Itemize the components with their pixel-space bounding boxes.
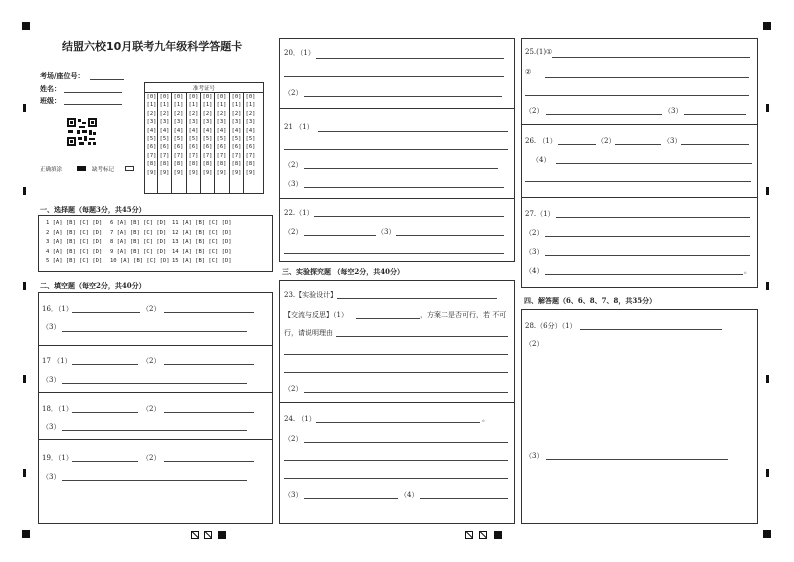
mc-row[interactable]: 3 [A] [B] [C] [D]: [46, 239, 103, 246]
q23-2-label: （2）: [284, 385, 303, 393]
admission-digit-bubble[interactable]: [1]: [216, 102, 227, 109]
timing-mark: [23, 282, 26, 290]
q18-3-label: （3）: [42, 423, 61, 431]
admission-digit-bubble[interactable]: [4]: [146, 127, 157, 134]
q22-2-answer[interactable]: [304, 235, 376, 236]
admission-digit-bubble[interactable]: [3]: [216, 119, 227, 126]
admission-digit-bubble[interactable]: [1]: [231, 102, 242, 109]
q21-1-answer[interactable]: [318, 131, 508, 132]
q17-3-answer[interactable]: [62, 383, 247, 384]
q27-4-answer[interactable]: [545, 274, 743, 275]
q22-3-label: （3）: [377, 228, 396, 236]
admission-digit-bubble[interactable]: [3]: [202, 119, 213, 126]
admission-digit-bubble[interactable]: [4]: [202, 127, 213, 134]
corner-mark-bottom-left: [22, 530, 30, 538]
q25-1b-line2[interactable]: [525, 95, 749, 96]
q26-4-label: （4）: [532, 156, 551, 164]
admission-digit-bubble[interactable]: [1]: [173, 102, 184, 109]
corner-mark-bottom-right: [763, 530, 771, 538]
admission-digit-bubble[interactable]: [6]: [173, 144, 184, 151]
admission-digit-bubble[interactable]: [7]: [245, 152, 256, 159]
q24-2-answer[interactable]: [304, 442, 508, 443]
admission-digit-bubble[interactable]: [0]: [231, 94, 242, 100]
admission-digit-bubble[interactable]: [0]: [146, 94, 157, 100]
admission-digit-bubble[interactable]: [2]: [188, 110, 199, 117]
q28-label: 28.（6分）（1）: [525, 322, 577, 330]
admission-digit-bubble[interactable]: [6]: [188, 144, 199, 151]
q28-3-answer[interactable]: [546, 459, 728, 460]
admission-digit-bubble[interactable]: [4]: [245, 127, 256, 134]
q27-3-answer[interactable]: [545, 255, 750, 256]
q20-2-answer[interactable]: [304, 96, 502, 97]
q23-reason-answer[interactable]: [336, 336, 508, 337]
q27-3-label: （3）: [525, 248, 544, 256]
name-field[interactable]: [64, 92, 122, 93]
admission-digit-bubble[interactable]: [8]: [173, 161, 184, 168]
q23-reason-label: 行，请说明理由: [284, 329, 333, 337]
admission-digit-bubble[interactable]: [1]: [159, 102, 170, 109]
q25-1b-answer[interactable]: [545, 77, 749, 78]
q20-1-answer-line2[interactable]: [284, 76, 504, 77]
mc-row[interactable]: 12 [A] [B] [C] [D]: [172, 229, 232, 236]
q17-label: 17 （1）: [42, 357, 72, 365]
admission-digit-bubble[interactable]: [0]: [159, 94, 170, 100]
page-title: 结盟六校10月联考九年级科学答题卡: [62, 40, 243, 53]
qr-code: [67, 118, 97, 146]
admission-digit-bubble[interactable]: [7]: [216, 152, 227, 159]
q19-2-answer[interactable]: [164, 461, 254, 462]
q25-1-answer[interactable]: [552, 57, 750, 58]
q26-4-line2[interactable]: [525, 181, 751, 182]
q22-2-label: （2）: [284, 228, 303, 236]
mc-row[interactable]: 14 [A] [B] [C] [D]: [172, 248, 232, 255]
legend-correct-mark: [77, 166, 86, 171]
admission-digit-bubble[interactable]: [4]: [188, 127, 199, 134]
admission-digit-bubble[interactable]: [9]: [173, 169, 184, 176]
admission-digit-column: [215, 93, 228, 177]
admission-digit-bubble[interactable]: [6]: [202, 144, 213, 151]
exam-seat-field[interactable]: [90, 79, 124, 80]
admission-digit-bubble[interactable]: [7]: [159, 152, 170, 159]
admission-digit-bubble[interactable]: [5]: [245, 136, 256, 143]
q16-1-answer[interactable]: [72, 312, 140, 313]
q23-reflection-text: ，方案二是否可行，若 不可: [420, 311, 507, 319]
q20-label: 20．（1）: [284, 49, 315, 57]
q17-2-label: （2）: [142, 357, 161, 365]
timing-mark: [23, 104, 26, 112]
q24-3-answer[interactable]: [304, 498, 398, 499]
admission-digit-bubble[interactable]: [8]: [231, 161, 242, 168]
q19-3-answer[interactable]: [62, 480, 247, 481]
class-label: 班级：: [40, 96, 61, 105]
admission-digit-column: [158, 93, 171, 177]
admission-digit-bubble[interactable]: [8]: [202, 161, 213, 168]
q27-4-label: （4）: [525, 267, 544, 275]
admission-digit-bubble[interactable]: [2]: [216, 110, 227, 117]
q27-4-period: 。: [744, 267, 751, 275]
q16-2-answer[interactable]: [164, 312, 254, 313]
q23-design-answer[interactable]: [337, 298, 497, 299]
q27-1-answer[interactable]: [556, 217, 750, 218]
q19-label: 19．（1）: [42, 454, 73, 462]
legend-absent-label: 缺考标记: [92, 167, 115, 173]
q21-2-label: （2）: [284, 161, 303, 169]
q22-1-answer[interactable]: [314, 216, 504, 217]
q27-label: 27.（1）: [525, 210, 555, 218]
admission-digit-bubble[interactable]: [5]: [231, 136, 242, 143]
fill-in-box-middle: [279, 38, 515, 262]
admission-digit-bubble[interactable]: [3]: [245, 119, 256, 126]
q24-1-answer[interactable]: [316, 422, 480, 423]
admission-digit-bubble[interactable]: [5]: [146, 136, 157, 143]
q19-3-label: （3）: [42, 473, 61, 481]
admission-digit-bubble[interactable]: [6]: [146, 144, 157, 151]
admission-digit-bubble[interactable]: [9]: [245, 169, 256, 176]
class-field[interactable]: [64, 104, 122, 105]
q25-label: 25.(1)①: [525, 48, 553, 56]
q26-label: 26. （1）: [525, 137, 557, 145]
q24-2-label: （2）: [284, 435, 303, 443]
admission-digit-bubble[interactable]: [8]: [216, 161, 227, 168]
admission-digit-column: [187, 93, 200, 177]
admission-digit-bubble[interactable]: [6]: [159, 144, 170, 151]
q18-1-answer[interactable]: [72, 412, 138, 413]
admission-number-label: 准考证号: [192, 86, 215, 92]
admission-digit-bubble[interactable]: [6]: [231, 144, 242, 151]
q18-2-answer[interactable]: [164, 412, 254, 413]
timing-mark: [766, 469, 769, 477]
admission-digit-bubble[interactable]: [8]: [188, 161, 199, 168]
admission-digit-bubble[interactable]: [2]: [245, 110, 256, 117]
admission-digit-bubble[interactable]: [9]: [146, 169, 157, 176]
admission-digit-bubble[interactable]: [1]: [202, 102, 213, 109]
admission-digit-bubble[interactable]: [9]: [231, 169, 242, 176]
q16-3-answer[interactable]: [62, 331, 247, 332]
admission-digit-column: [145, 93, 158, 177]
q26-4-answer[interactable]: [556, 163, 752, 164]
admission-digit-bubble[interactable]: [7]: [188, 152, 199, 159]
admission-digit-bubble[interactable]: [8]: [146, 161, 157, 168]
page-code-box: [191, 531, 199, 539]
q16-2-label: （2）: [142, 305, 161, 313]
admission-digit-bubble[interactable]: [1]: [188, 102, 199, 109]
admission-digit-bubble[interactable]: [4]: [231, 127, 242, 134]
q25-2-answer[interactable]: [546, 114, 662, 115]
admission-digit-bubble[interactable]: [0]: [173, 94, 184, 100]
admission-digit-bubble[interactable]: [2]: [146, 110, 157, 117]
q28-2-label: （2）: [525, 340, 544, 348]
q22-answer-line3[interactable]: [284, 253, 504, 254]
admission-digit-column: [172, 93, 185, 177]
q16-3-label: （3）: [42, 323, 61, 331]
timing-mark: [23, 375, 26, 383]
timing-mark: [766, 104, 769, 112]
q20-2-label: （2）: [284, 89, 303, 97]
admission-digit-column: [230, 93, 243, 177]
q16-label: 16．（1）: [42, 305, 73, 313]
admission-digit-bubble[interactable]: [3]: [231, 119, 242, 126]
admission-digit-bubble[interactable]: [4]: [173, 127, 184, 134]
mc-row[interactable]: 7 [A] [B] [C] [D]: [110, 229, 167, 236]
q25-2-label: （2）: [525, 107, 544, 115]
q17-1-answer[interactable]: [72, 364, 138, 365]
q22-label: 22.（1）: [284, 209, 314, 217]
admission-digit-bubble[interactable]: [7]: [173, 152, 184, 159]
admission-digit-bubble[interactable]: [5]: [188, 136, 199, 143]
q23-reflection-answer[interactable]: [356, 318, 420, 319]
timing-mark: [766, 187, 769, 195]
q26-3-label: （3）: [663, 137, 682, 145]
admission-digit-bubble[interactable]: [2]: [159, 110, 170, 117]
page-code-box: [204, 531, 212, 539]
name-label: 姓名：: [40, 84, 61, 93]
admission-digit-bubble[interactable]: [0]: [202, 94, 213, 100]
q24-3-label: （3）: [284, 491, 303, 499]
admission-digit-bubble[interactable]: [9]: [188, 169, 199, 176]
admission-digit-bubble[interactable]: [1]: [245, 102, 256, 109]
q23-reason-line2[interactable]: [284, 354, 508, 355]
q21-1-answer-line2[interactable]: [284, 149, 508, 150]
mc-row[interactable]: 1 [A] [B] [C] [D]: [46, 220, 103, 226]
section4-title: 四、解答题（6、6、8、7、8，共35分）: [524, 296, 657, 305]
admission-digit-bubble[interactable]: [3]: [159, 119, 170, 126]
timing-mark: [766, 282, 769, 290]
solution-box: [521, 309, 758, 524]
admission-digit-bubble[interactable]: [0]: [245, 94, 256, 100]
admission-digit-bubble[interactable]: [9]: [159, 169, 170, 176]
exam-seat-label: 考场/座位号：: [40, 71, 85, 80]
q18-3-answer[interactable]: [62, 430, 247, 431]
section3-title: 三、实验探究题 （每空2分，共40分）: [282, 267, 405, 276]
admission-digit-bubble[interactable]: [4]: [216, 127, 227, 134]
mc-column-3: [172, 219, 232, 267]
absent-mark-box[interactable]: [125, 166, 134, 171]
q19-1-answer[interactable]: [72, 461, 138, 462]
mc-row[interactable]: 13 [A] [B] [C] [D]: [172, 239, 232, 246]
mc-row[interactable]: 6 [A] [B] [C] [D]: [110, 220, 167, 226]
mc-row[interactable]: 11 [A] [B] [C] [D]: [172, 220, 232, 226]
page-code-mark: [494, 531, 502, 539]
q21-3-label: （3）: [284, 180, 303, 188]
q26-2-answer[interactable]: [615, 144, 661, 145]
timing-mark: [23, 187, 26, 195]
admission-digit-bubble[interactable]: [1]: [146, 102, 157, 109]
q23-label: 23.【实验设计】: [284, 291, 338, 299]
mc-column-2: [110, 219, 170, 267]
q23-2-answer[interactable]: [304, 392, 508, 393]
q19-2-label: （2）: [142, 454, 161, 462]
admission-digit-bubble[interactable]: [6]: [245, 144, 256, 151]
admission-digit-bubble[interactable]: [2]: [231, 110, 242, 117]
mc-row[interactable]: 15 [A] [B] [C] [D]: [172, 258, 232, 265]
admission-digit-bubble[interactable]: [5]: [159, 136, 170, 143]
admission-digit-bubble[interactable]: [7]: [202, 152, 213, 159]
q17-2-answer[interactable]: [164, 364, 254, 365]
q24-2-line2[interactable]: [284, 460, 508, 461]
page-code-box: [479, 531, 487, 539]
admission-digit-bubble[interactable]: [2]: [202, 110, 213, 117]
q20-1-answer[interactable]: [316, 58, 504, 59]
admission-digit-bubble[interactable]: [6]: [216, 144, 227, 151]
q24-4-label: （4）: [400, 491, 419, 499]
q27-2-label: （2）: [525, 229, 544, 237]
corner-mark-top-right: [763, 22, 771, 30]
admission-digit-bubble[interactable]: [4]: [159, 127, 170, 134]
q25-circle2-label: ②: [525, 68, 532, 76]
admission-digit-bubble[interactable]: [5]: [216, 136, 227, 143]
q28-3-label: （3）: [525, 452, 544, 460]
q21-3-answer[interactable]: [304, 187, 504, 188]
timing-mark: [23, 469, 26, 477]
corner-mark-top-left: [22, 22, 30, 30]
q23-reflection-label: 【交流与反思】（1）: [284, 311, 348, 319]
q22-3-answer[interactable]: [396, 235, 504, 236]
q27-2-answer[interactable]: [545, 236, 750, 237]
q24-2-line3[interactable]: [284, 478, 508, 479]
q21-label: 21 （1）: [284, 123, 314, 131]
page-code-box: [465, 531, 473, 539]
q18-2-label: （2）: [142, 405, 161, 413]
mc-row[interactable]: 10 [A] [B] [C] [D]: [110, 258, 170, 265]
section1-title: 一、选择题（每题3分，共45分）: [40, 205, 146, 214]
admission-digit-bubble[interactable]: [9]: [202, 169, 213, 176]
mc-row[interactable]: 9 [A] [B] [C] [D]: [110, 248, 167, 255]
q28-1-answer[interactable]: [580, 329, 722, 330]
q24-4-answer[interactable]: [420, 498, 508, 499]
admission-digit-bubble[interactable]: [5]: [173, 136, 184, 143]
q24-label: 24. （1）: [284, 415, 316, 423]
q21-2-answer[interactable]: [304, 168, 498, 169]
admission-digit-bubble[interactable]: [3]: [146, 119, 157, 126]
q26-1-answer[interactable]: [558, 144, 596, 145]
admission-digit-bubble[interactable]: [0]: [188, 94, 199, 100]
mc-row[interactable]: 5 [A] [B] [C] [D]: [46, 258, 103, 265]
q18-label: 18．（1）: [42, 405, 73, 413]
legend-correct-label: 正确填涂: [40, 167, 63, 173]
q26-2-label: （2）: [597, 137, 616, 145]
q25-3-answer[interactable]: [684, 114, 746, 115]
admission-digit-bubble[interactable]: [2]: [173, 110, 184, 117]
mc-row[interactable]: 4 [A] [B] [C] [D]: [46, 248, 103, 255]
admission-digit-bubble[interactable]: [8]: [159, 161, 170, 168]
admission-digit-bubble[interactable]: [5]: [202, 136, 213, 143]
section2-title: 二、填空题（每空2分，共40分）: [40, 281, 146, 290]
admission-digit-bubble[interactable]: [0]: [216, 94, 227, 100]
page-code-mark: [218, 531, 226, 539]
admission-digit-bubble[interactable]: [3]: [173, 119, 184, 126]
mc-row[interactable]: 2 [A] [B] [C] [D]: [46, 229, 103, 236]
q23-reason-line3[interactable]: [284, 372, 508, 373]
q17-3-label: （3）: [42, 376, 61, 384]
admission-digit-column: [244, 93, 257, 177]
admission-digit-bubble[interactable]: [9]: [216, 169, 227, 176]
admission-digit-bubble[interactable]: [7]: [146, 152, 157, 159]
mc-column-1: [46, 219, 102, 267]
admission-digit-column: [201, 93, 214, 177]
admission-digit-bubble[interactable]: [7]: [231, 152, 242, 159]
admission-digit-bubble[interactable]: [3]: [188, 119, 199, 126]
admission-digit-bubble[interactable]: [8]: [245, 161, 256, 168]
q25-3-label: （3）: [664, 107, 683, 115]
mc-row[interactable]: 8 [A] [B] [C] [D]: [110, 239, 167, 246]
timing-mark: [766, 375, 769, 383]
q26-3-answer[interactable]: [681, 144, 749, 145]
q24-1-period: 。: [482, 415, 489, 423]
